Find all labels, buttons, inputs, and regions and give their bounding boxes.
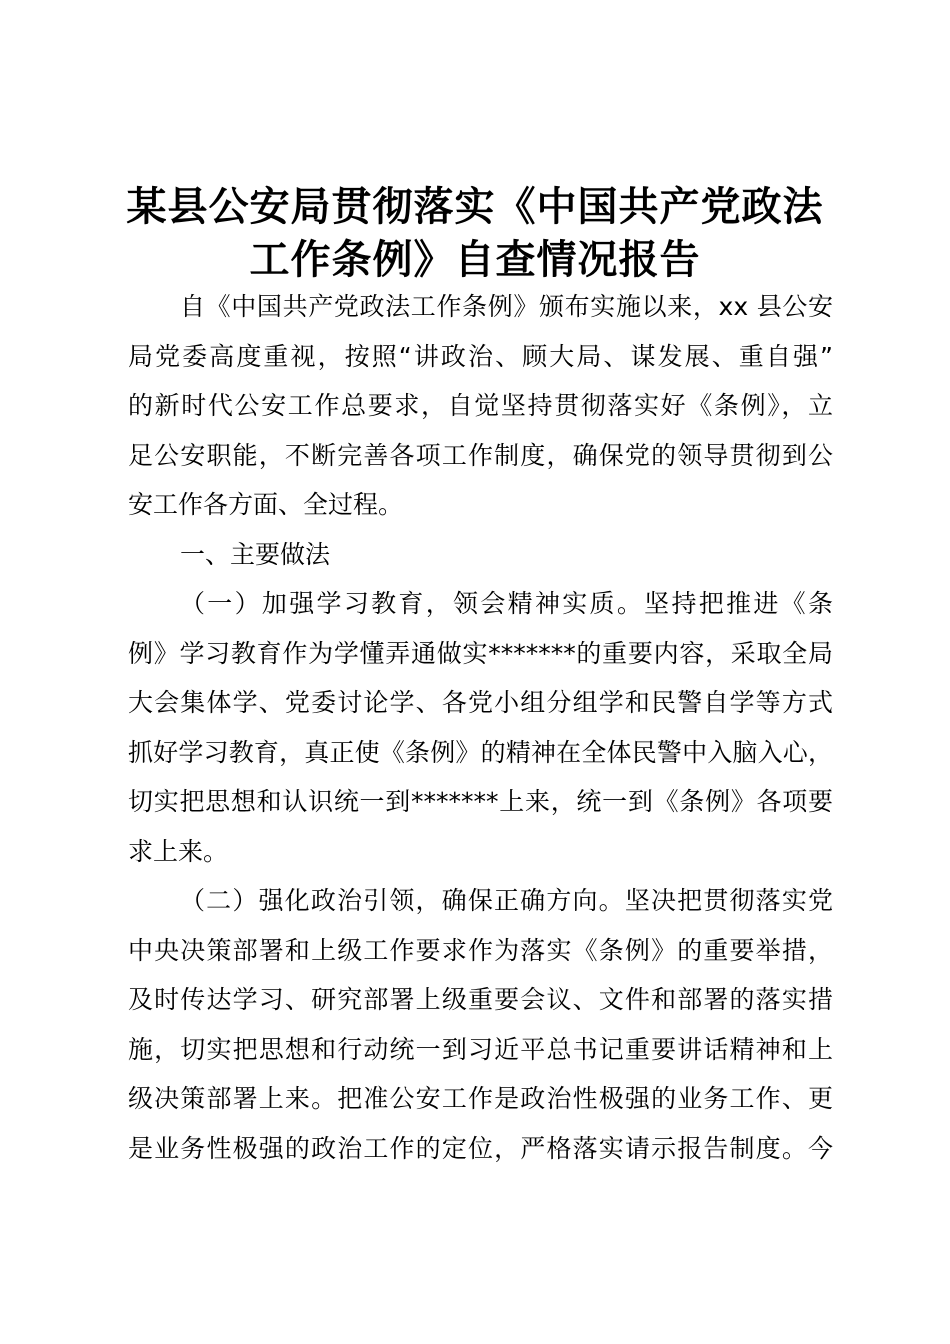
paragraph-1 [128,579,833,876]
text-line: 切实把思想和认识统一到*******上来，统一到《条例》各项要 [128,787,833,816]
text-line: 抓好学习教育，真正使《条例》的精神在全体民警中入脑入心， [128,737,833,767]
text-line: 安工作各方面、全过程。 [128,490,404,519]
text-line: 自《中国共产党政法工作条例》颁布实施以来，xx 县公安 [180,292,833,321]
title-line-1: 某县公安局贯彻落实《中国共产党政法 [126,183,824,230]
document-title [110,180,840,286]
text-line: 是业务性极强的政治工作的定位，严格落实请示报告制度。今 [128,1133,833,1163]
text-line: 局党委高度重视，按照“讲政治、顾大局、谋发展、重自强” [128,341,833,371]
paragraph-2 [128,876,833,1173]
text-line: 的新时代公安工作总要求，自觉坚持贯彻落实好《条例》，立 [128,391,833,420]
text-line: 级决策部署上来。把准公安工作是政治性极强的业务工作、更 [128,1084,833,1113]
text-line: 施，切实把思想和行动统一到习近平总书记重要讲话精神和上 [128,1034,833,1064]
text-line: 大会集体学、党委讨论学、各党小组分组学和民警自学等方式 [128,688,833,717]
text-line: （一）加强学习教育，领会精神实质。坚持把推进《条 [180,589,833,618]
text-line: 中央决策部署和上级工作要求作为落实《条例》的重要举措， [128,935,833,965]
text-line: 及时传达学习、研究部署上级重要会议、文件和部署的落实措 [128,985,833,1014]
section-heading [128,530,833,580]
document-body [128,282,833,1173]
text-line: 求上来。 [128,836,229,866]
title-line-2: 工作条例》自查情况报告 [249,236,701,283]
text-line: （二）强化政治引领，确保正确方向。坚决把贯彻落实党 [180,886,833,915]
text-line: 例》学习教育作为学懂弄通做实*******的重要内容，采取全局 [128,638,833,668]
intro-paragraph [128,282,833,530]
heading-text: 一、主要做法 [180,539,331,569]
text-line: 足公安职能，不断完善各项工作制度，确保党的领导贯彻到公 [128,440,833,470]
